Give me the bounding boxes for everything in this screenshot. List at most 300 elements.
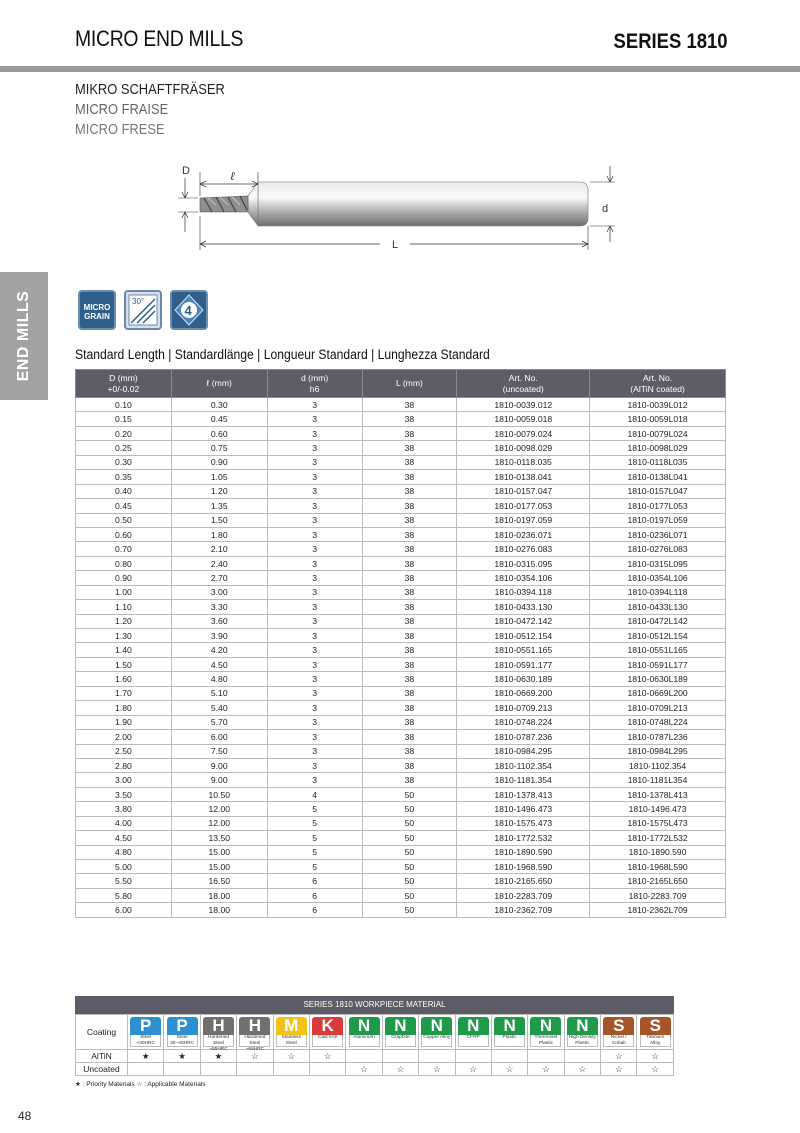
material-description: Stainless Steel	[276, 1035, 307, 1047]
uncoated-rating: ☆	[346, 1063, 382, 1076]
column-header-line: (AlTiN coated)	[630, 383, 685, 394]
material-letter: N	[458, 1017, 489, 1035]
column-header-line: (uncoated)	[502, 383, 544, 394]
label-D: D	[182, 165, 190, 177]
material-letter: H	[203, 1017, 234, 1035]
column-header-line: ℓ (mm)	[206, 378, 232, 388]
material-cell	[637, 1015, 674, 1050]
table-row	[76, 614, 726, 628]
table-cell: 1.70	[76, 686, 172, 700]
altin-label: AlTiN	[76, 1050, 128, 1063]
uncoated-rating	[128, 1063, 164, 1076]
page-number: 48	[18, 1109, 32, 1123]
workpiece-material-panel	[75, 996, 674, 1076]
table-cell: 1810-1890.590	[590, 845, 726, 859]
table-cell: 1810-2165L650	[590, 874, 726, 888]
material-cell	[601, 1015, 637, 1050]
altin-rating	[528, 1050, 564, 1063]
uncoated-rating	[309, 1063, 345, 1076]
material-letter: N	[494, 1017, 525, 1035]
table-cell: 1810-0197.059	[457, 513, 590, 527]
table-cell: 3.90	[171, 629, 267, 643]
table-cell: 0.30	[171, 398, 267, 412]
table-header	[76, 370, 726, 398]
material-cell	[382, 1015, 418, 1050]
table-cell: 1810-2362.709	[457, 903, 590, 917]
table-cell: 1810-0354.106	[457, 571, 590, 585]
table-cell: 1810-1102.354	[457, 758, 590, 772]
table-cell: 1810-0669.200	[457, 686, 590, 700]
altin-row	[76, 1050, 674, 1063]
table-cell: 0.60	[171, 426, 267, 440]
material-tile	[239, 1016, 270, 1052]
uncoated-rating	[164, 1063, 200, 1076]
table-cell: 38	[362, 744, 457, 758]
table-cell: 1.00	[76, 585, 172, 599]
table-cell: 4.80	[171, 672, 267, 686]
column-header-line: Art. No.	[643, 372, 673, 383]
table-row	[76, 527, 726, 541]
table-cell: 1.30	[76, 629, 172, 643]
helix-angle-label: 30°	[132, 297, 145, 306]
material-description: CFRP	[458, 1035, 489, 1047]
table-cell: 3	[267, 527, 362, 541]
table-cell: 1810-0098.029	[457, 441, 590, 455]
table-cell: 1810-0197L059	[590, 513, 726, 527]
table-cell: 1810-0787L236	[590, 730, 726, 744]
table-cell: 1810-1575L473	[590, 816, 726, 830]
table-cell: 3	[267, 455, 362, 469]
table-cell: 5	[267, 831, 362, 845]
uncoated-rating: ☆	[564, 1063, 600, 1076]
table-row	[76, 513, 726, 527]
table-cell: 0.25	[76, 441, 172, 455]
table-cell: 1810-0354L106	[590, 571, 726, 585]
table-cell: 1810-0276.083	[457, 542, 590, 556]
table-cell: 1810-0709.213	[457, 701, 590, 715]
table-cell: 1.90	[76, 715, 172, 729]
table-cell: 3	[267, 441, 362, 455]
table-cell: 3	[267, 484, 362, 498]
altin-rating: ☆	[601, 1050, 637, 1063]
table-cell: 1810-0630L189	[590, 672, 726, 686]
table-cell: 38	[362, 527, 457, 541]
table-cell: 1.50	[76, 657, 172, 671]
table-row	[76, 874, 726, 888]
material-letter: N	[385, 1017, 416, 1035]
table-cell: 38	[362, 556, 457, 570]
column-header-line: Art. No.	[508, 372, 538, 383]
table-row	[76, 758, 726, 772]
table-cell: 1810-0748L224	[590, 715, 726, 729]
table-cell: 3	[267, 657, 362, 671]
table-cell: 1810-0433.130	[457, 600, 590, 614]
table-cell: 1810-0157.047	[457, 484, 590, 498]
table-cell: 38	[362, 614, 457, 628]
table-cell: 0.15	[76, 412, 172, 426]
table-cell: 1810-0394.118	[457, 585, 590, 599]
table-cell: 2.80	[76, 758, 172, 772]
table-row	[76, 398, 726, 412]
table-cell: 1810-1968.590	[457, 860, 590, 874]
material-letter: N	[349, 1017, 380, 1035]
table-row	[76, 470, 726, 484]
table-cell: 3	[267, 730, 362, 744]
table-cell: 3.30	[171, 600, 267, 614]
column-header-line: d (mm)	[300, 372, 329, 383]
table-cell: 1810-0276L083	[590, 542, 726, 556]
table-cell: 6.00	[76, 903, 172, 917]
materials-legend: ★ : Priority Materials ☆ : Applicable Materials	[75, 1081, 206, 1088]
material-tile	[530, 1017, 561, 1047]
table-cell: 1.50	[171, 513, 267, 527]
table-cell: 1810-0039L012	[590, 398, 726, 412]
column-header	[590, 370, 726, 398]
table-cell: 15.00	[171, 860, 267, 874]
table-cell: 50	[362, 888, 457, 902]
table-row	[76, 845, 726, 859]
material-cell	[164, 1015, 200, 1050]
material-letter: K	[312, 1017, 343, 1035]
altin-rating: ★	[164, 1050, 200, 1063]
material-tile	[494, 1017, 525, 1047]
altin-rating: ☆	[273, 1050, 309, 1063]
material-tile	[349, 1017, 380, 1047]
material-tile	[458, 1017, 489, 1047]
table-cell: 4.50	[76, 831, 172, 845]
specification-table	[75, 369, 726, 918]
table-cell: 1810-0551.165	[457, 643, 590, 657]
material-description: High Density Plastic	[568, 1035, 596, 1046]
table-body	[76, 398, 726, 918]
table-cell: 1810-0787.236	[457, 730, 590, 744]
table-cell: 1810-0433L130	[590, 600, 726, 614]
table-cell: 1810-0591.177	[457, 657, 590, 671]
table-cell: 2.50	[76, 744, 172, 758]
table-cell: 1810-1181L354	[590, 773, 726, 787]
table-cell: 38	[362, 571, 457, 585]
uncoated-label: Uncoated	[76, 1063, 128, 1076]
table-cell: 3	[267, 744, 362, 758]
page-header	[0, 0, 800, 72]
table-cell: 0.70	[76, 542, 172, 556]
column-header-line: h6	[309, 383, 320, 394]
table-cell: 5.80	[76, 888, 172, 902]
table-cell: 6	[267, 888, 362, 902]
table-cell: 38	[362, 730, 457, 744]
table-cell: 4.00	[76, 816, 172, 830]
table-cell: 1810-0630.189	[457, 672, 590, 686]
table-cell: 1810-0118L035	[590, 455, 726, 469]
uncoated-rating: ☆	[455, 1063, 491, 1076]
table-row	[76, 888, 726, 902]
table-cell: 38	[362, 643, 457, 657]
material-letter: M	[276, 1017, 307, 1035]
altin-rating	[564, 1050, 600, 1063]
uncoated-rating	[237, 1063, 273, 1076]
page-title: MICRO END MILLS	[75, 26, 244, 51]
subtitle-italian: MICRO FRESE	[75, 121, 165, 138]
material-description: Copper Alloy	[421, 1035, 452, 1047]
table-cell: 3	[267, 614, 362, 628]
material-tile	[640, 1017, 671, 1047]
table-cell: 0.90	[171, 455, 267, 469]
table-cell: 5	[267, 845, 362, 859]
table-cell: 1810-1575.473	[457, 816, 590, 830]
table-cell: 3.50	[76, 787, 172, 801]
table-cell: 3	[267, 758, 362, 772]
table-cell: 1.20	[171, 484, 267, 498]
table-cell: 1.05	[171, 470, 267, 484]
table-cell: 50	[362, 874, 457, 888]
table-cell: 3	[267, 426, 362, 440]
table-row	[76, 831, 726, 845]
flute-count-label: 4	[184, 303, 192, 318]
table-cell: 4.50	[171, 657, 267, 671]
micro-grain-label: MICRO GRAIN	[83, 303, 111, 321]
material-cell	[419, 1015, 455, 1050]
table-cell: 2.10	[171, 542, 267, 556]
table-cell: 50	[362, 802, 457, 816]
table-cell: 0.75	[171, 441, 267, 455]
table-cell: 1810-1378L413	[590, 787, 726, 801]
material-description: Plastic	[494, 1035, 525, 1047]
uncoated-rating: ☆	[491, 1063, 527, 1076]
table-cell: 1810-0591L177	[590, 657, 726, 671]
table-cell: 4.20	[171, 643, 267, 657]
material-letter: N	[421, 1017, 452, 1035]
table-cell: 1810-0512L154	[590, 629, 726, 643]
table-cell: 3	[267, 643, 362, 657]
table-cell: 1810-0669L200	[590, 686, 726, 700]
table-cell: 1.40	[76, 643, 172, 657]
series-label: SERIES 1810	[613, 30, 728, 53]
table-cell: 12.00	[171, 802, 267, 816]
table-cell: 3	[267, 686, 362, 700]
material-cell	[309, 1015, 345, 1050]
table-cell: 5.50	[76, 874, 172, 888]
table-cell: 38	[362, 773, 457, 787]
side-tab-label: END MILLS	[15, 290, 32, 382]
table-row	[76, 426, 726, 440]
column-header-line: L (mm)	[395, 378, 423, 388]
table-cell: 38	[362, 657, 457, 671]
table-cell: 1810-1772.532	[457, 831, 590, 845]
table-cell: 1810-1181.354	[457, 773, 590, 787]
table-cell: 3	[267, 585, 362, 599]
table-cell: 3.80	[76, 802, 172, 816]
table-cell: 13.50	[171, 831, 267, 845]
table-cell: 18.00	[171, 888, 267, 902]
table-cell: 0.35	[76, 470, 172, 484]
table-cell: 50	[362, 787, 457, 801]
material-cell	[273, 1015, 309, 1050]
table-cell: 1810-0551L165	[590, 643, 726, 657]
table-cell: 3.00	[76, 773, 172, 787]
material-cell	[455, 1015, 491, 1050]
table-row	[76, 860, 726, 874]
table-row	[76, 686, 726, 700]
table-cell: 38	[362, 585, 457, 599]
table-cell: 5.00	[76, 860, 172, 874]
table-row	[76, 787, 726, 801]
table-row	[76, 730, 726, 744]
table-cell: 50	[362, 845, 457, 859]
altin-rating	[491, 1050, 527, 1063]
table-cell: 1810-1968L590	[590, 860, 726, 874]
table-cell: 1.20	[76, 614, 172, 628]
table-cell: 1810-1496.473	[590, 802, 726, 816]
table-row	[76, 643, 726, 657]
uncoated-rating: ☆	[528, 1063, 564, 1076]
altin-rating	[419, 1050, 455, 1063]
table-row	[76, 571, 726, 585]
table-cell: 0.20	[76, 426, 172, 440]
material-tile	[167, 1017, 198, 1047]
table-cell: 1810-0984L295	[590, 744, 726, 758]
table-cell: 38	[362, 499, 457, 513]
table-cell: 9.00	[171, 773, 267, 787]
table-cell: 1810-0177L053	[590, 499, 726, 513]
table-cell: 0.40	[76, 484, 172, 498]
table-cell: 38	[362, 542, 457, 556]
table-cell: 3	[267, 513, 362, 527]
table-cell: 1810-0059L018	[590, 412, 726, 426]
column-header-line: +0/-0.02	[107, 383, 140, 394]
table-cell: 12.00	[171, 816, 267, 830]
uncoated-rating: ☆	[419, 1063, 455, 1076]
table-cell: 0.50	[76, 513, 172, 527]
column-header	[171, 370, 267, 398]
table-cell: 0.10	[76, 398, 172, 412]
table-cell: 38	[362, 701, 457, 715]
table-row	[76, 672, 726, 686]
table-cell: 38	[362, 629, 457, 643]
table-cell: 10.50	[171, 787, 267, 801]
material-cell	[528, 1015, 564, 1050]
table-cell: 9.00	[171, 758, 267, 772]
altin-rating: ★	[128, 1050, 164, 1063]
coating-row	[76, 1015, 674, 1050]
table-cell: 1810-0157L047	[590, 484, 726, 498]
uncoated-row	[76, 1063, 674, 1076]
material-tile	[312, 1017, 343, 1047]
table-cell: 38	[362, 686, 457, 700]
table-cell: 5	[267, 860, 362, 874]
table-cell: 16.50	[171, 874, 267, 888]
altin-rating	[346, 1050, 382, 1063]
material-tile	[603, 1017, 634, 1047]
table-cell: 3	[267, 701, 362, 715]
material-description: Steel 30~40HRC	[167, 1035, 198, 1047]
table-cell: 38	[362, 484, 457, 498]
table-cell: 1810-0472.142	[457, 614, 590, 628]
table-cell: 1810-2362L709	[590, 903, 726, 917]
material-description: Hardened Steel ~68HRC	[239, 1035, 270, 1047]
material-letter: N	[567, 1017, 598, 1035]
uncoated-rating	[200, 1063, 236, 1076]
table-cell: 5.40	[171, 701, 267, 715]
table-cell: 50	[362, 903, 457, 917]
table-cell: 38	[362, 398, 457, 412]
table-cell: 5	[267, 816, 362, 830]
material-letter: N	[530, 1017, 561, 1035]
table-row	[76, 629, 726, 643]
material-tile	[130, 1017, 161, 1047]
column-header	[76, 370, 172, 398]
table-cell: 15.00	[171, 845, 267, 859]
section-side-tab	[0, 272, 48, 400]
material-letter: S	[640, 1017, 671, 1035]
material-description: Thermoset Plastic	[530, 1035, 561, 1047]
table-cell: 6	[267, 903, 362, 917]
table-row	[76, 499, 726, 513]
material-cell	[200, 1015, 236, 1050]
table-cell: 1810-1378.413	[457, 787, 590, 801]
table-cell: 0.45	[171, 412, 267, 426]
header-bar	[0, 66, 800, 72]
table-cell: 38	[362, 412, 457, 426]
table-row	[76, 600, 726, 614]
table-cell: 38	[362, 672, 457, 686]
material-letter: H	[239, 1017, 270, 1035]
column-header	[267, 370, 362, 398]
workpiece-material-title: SERIES 1810 WORKPIECE MATERIAL	[75, 996, 674, 1014]
table-cell: 1810-1102.354	[590, 758, 726, 772]
subtitle-french: MICRO FRAISE	[75, 101, 169, 118]
material-description: Cast Iron	[312, 1035, 343, 1047]
table-cell: 1.10	[76, 600, 172, 614]
table-cell: 1810-0315.095	[457, 556, 590, 570]
table-cell: 1810-0118.035	[457, 455, 590, 469]
table-cell: 3	[267, 571, 362, 585]
table-cell: 38	[362, 758, 457, 772]
table-cell: 0.45	[76, 499, 172, 513]
table-cell: 1810-0079.024	[457, 426, 590, 440]
material-tile	[421, 1017, 452, 1047]
table-row	[76, 441, 726, 455]
table-cell: 1810-0984.295	[457, 744, 590, 758]
material-tile	[567, 1017, 598, 1047]
table-row	[76, 701, 726, 715]
table-cell: 3	[267, 715, 362, 729]
table-title: Standard Length | Standardlänge | Longueur Standard | Lunghezza Standard	[75, 347, 490, 362]
material-tile	[203, 1016, 234, 1052]
table-row	[76, 744, 726, 758]
table-row	[76, 556, 726, 570]
table-row	[76, 802, 726, 816]
table-cell: 1810-2283.709	[457, 888, 590, 902]
table-cell: 1810-0059.018	[457, 412, 590, 426]
table-cell: 0.60	[76, 527, 172, 541]
material-cell	[237, 1015, 273, 1050]
material-description: Nickel / Cobalt	[603, 1035, 634, 1047]
table-cell: 5.70	[171, 715, 267, 729]
label-L: L	[392, 239, 399, 251]
uncoated-rating: ☆	[637, 1063, 674, 1076]
table-row	[76, 542, 726, 556]
table-cell: 50	[362, 860, 457, 874]
table-cell: 1810-0315L095	[590, 556, 726, 570]
table-cell: 5	[267, 802, 362, 816]
table-cell: 1810-0236L071	[590, 527, 726, 541]
table-cell: 1810-1772L532	[590, 831, 726, 845]
table-cell: 1810-1890.590	[457, 845, 590, 859]
table-row	[76, 484, 726, 498]
table-cell: 38	[362, 715, 457, 729]
subtitle-german: MIKRO SCHAFTFRÄSER	[75, 81, 225, 98]
material-description: Graphite	[385, 1035, 416, 1047]
